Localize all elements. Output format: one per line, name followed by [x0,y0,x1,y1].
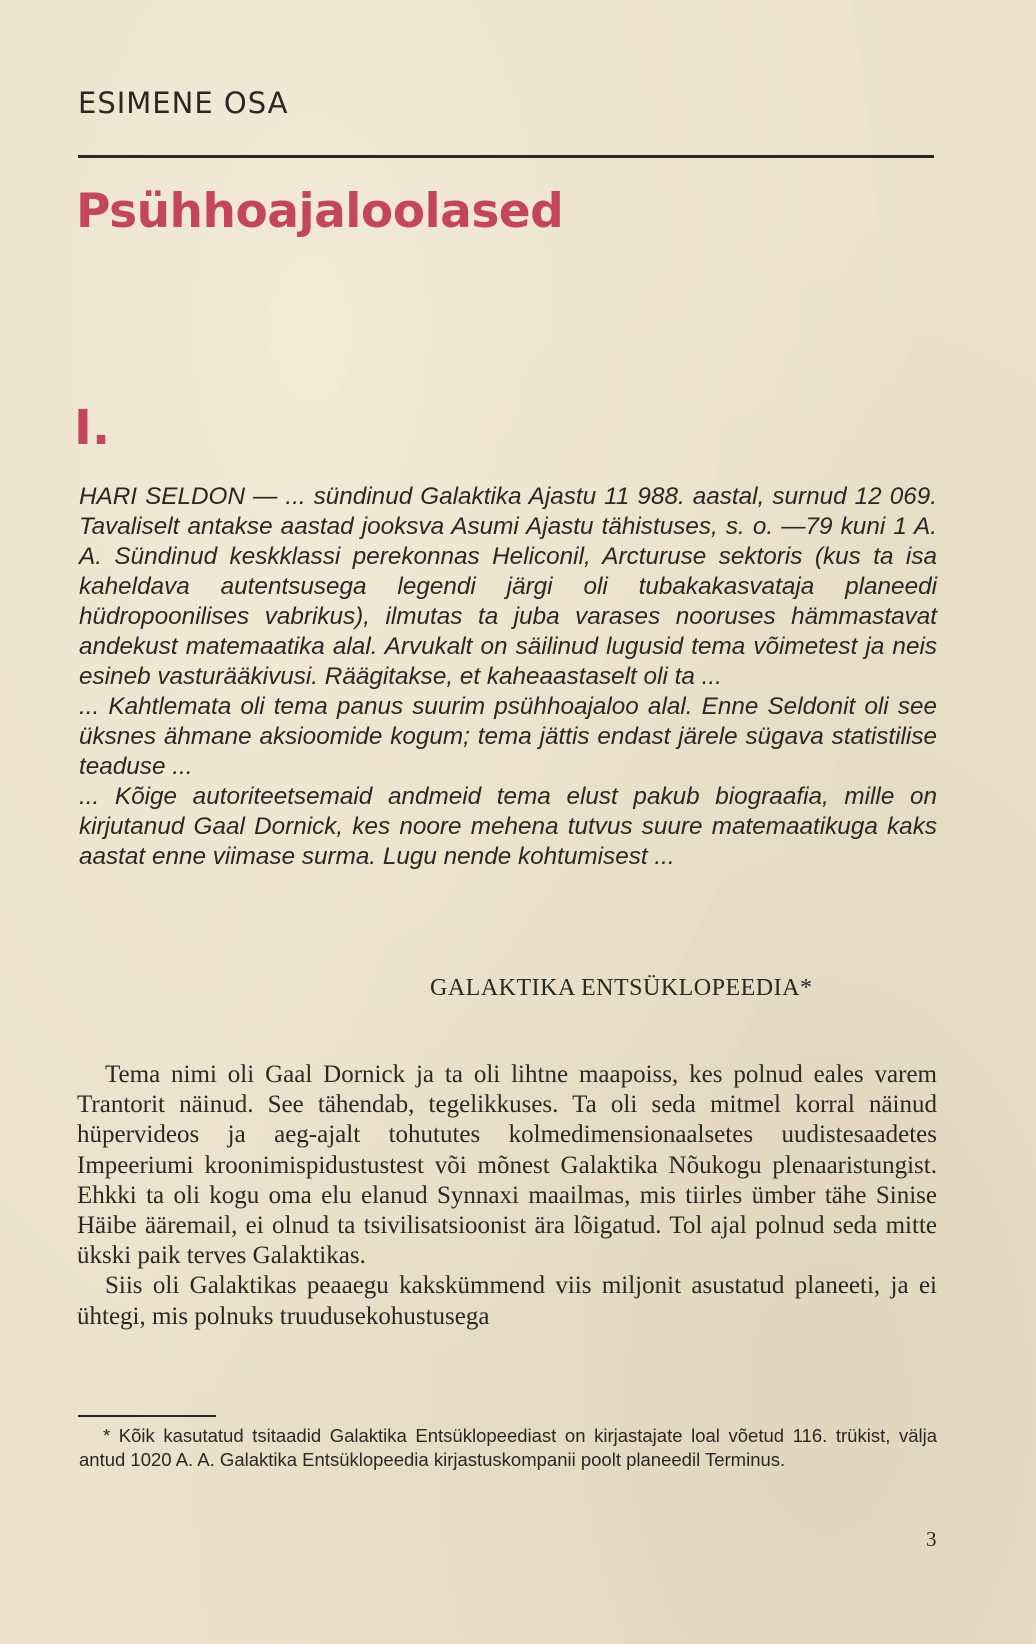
header-rule [78,155,934,158]
epigraph-paragraph: HARI SELDON — ... sündinud Galaktika Ajastu 11 988. aastal, surnud 12 069. Tavaliselt antakse aastad jooksva Asumi Ajastu tähistuses, s. o. —79 kuni 1 A. A. Sündinud keskklassi perekonnas Heliconil, Arcturuse sektoris (kus ta isa kaheldava autentsusega legendi järgi oli tubakakasvataja planeedi hüdropoonilises vabrikus), ilmutas ta juba varases nooruses hämmastavat andekust matemaatika alal. Arvukalt on säilinud lugusid tema võimetest ja neis esineb vasturääkivusi. Räägitakse, et kaheaastaselt oli ta ... [79,483,937,690]
epigraph-source: GALAKTIKA ENTSÜKLOPEEDIA* [430,975,813,1001]
chapter-number: I. [74,400,111,456]
body-text [77,1060,937,1332]
footnote [79,1424,937,1472]
section-title: Psühhoajaloolased [76,184,564,239]
body-paragraph: Tema nimi oli Gaal Dornick ja ta oli lihtne maapoiss, kes polnud eales varem Trantorit näinud. See tähendab, tegelikkuses. Ta oli seda mitmel korral näinud hüpervideos ja aeg-ajalt tohututes kolmedimensionaalsetes uudistesaadetes Impeeriumi kroonimispidustustest või mõnest Galaktika Nõukogu plenaaristungist. Ehkki ta oli kogu oma elu elanud Synnaxi maailmas, mis tiirles ümber tähe Sinise Häibe ääremail, ei olnud ta tsivilisatsioonist ära lõigatud. Tol ajal polnud seda mitte ükski paik terves Galaktikas. [77,1061,937,1270]
page-number: 3 [926,1527,937,1551]
part-label: ESIMENE OSA [78,86,289,120]
epigraph [79,482,937,872]
footnote-text: * Kõik kasutatud tsitaadid Galaktika Entsüklopeediast on kirjastajate loal võetud 116. trükist, välja antud 1020 A. A. Galaktika Entsüklopeedia kirjastuskompanii poolt planeedil Terminus. [79,1425,937,1470]
epigraph-paragraph: ... Kahtlemata oli tema panus suurim psühhoajaloo alal. Enne Seldonit oli see üksnes ähmane aksioomide kogum; tema jättis endast järele sügava statistilise teaduse ... [79,693,937,780]
footnote-rule [78,1415,216,1417]
body-paragraph: Siis oli Galaktikas peaaegu kakskümmend viis miljonit asustatud planeeti, ja ei ühtegi, mis polnuks truudusekohustusega [77,1272,937,1330]
epigraph-paragraph: ... Kõige autoriteetsemaid andmeid tema elust pakub biograafia, mille on kirjutanud Gaal Dornick, kes noore mehena tutvus suure matemaatikuga kaks aastat enne viimase surma. Lugu nende kohtumisest ... [79,783,937,870]
